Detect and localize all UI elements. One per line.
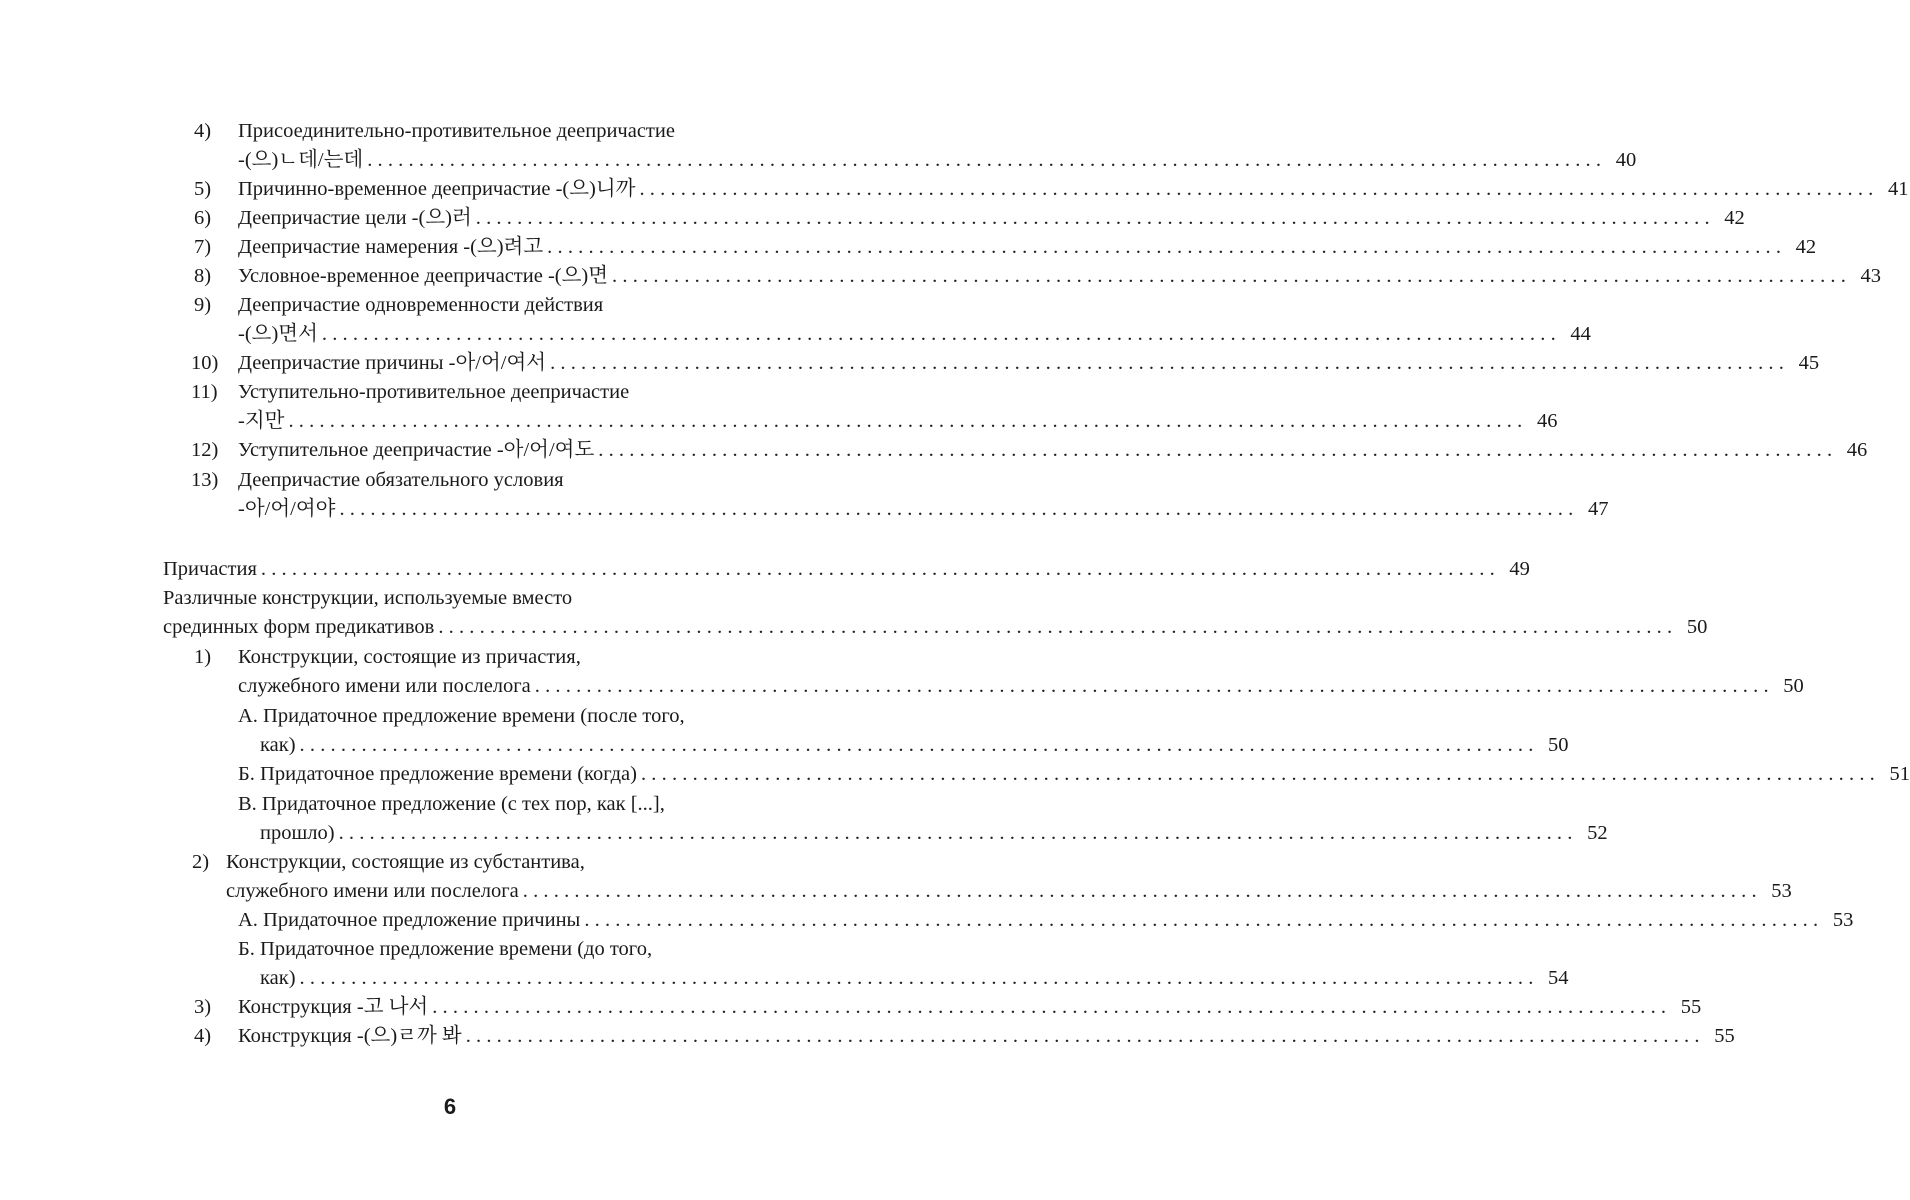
- toc-entry-title: Деепричастие намерения -(으)려고: [238, 236, 544, 258]
- toc-entry[interactable]: [260, 964, 1569, 993]
- toc-entry: [194, 643, 770, 672]
- toc-entry[interactable]: [238, 495, 1609, 524]
- toc-entry[interactable]: [260, 819, 1608, 848]
- toc-entry[interactable]: [238, 672, 1804, 701]
- toc-entry-title: Уступительно-противительное деепричастие: [238, 381, 630, 403]
- toc-entry-page: 53: [1832, 909, 1854, 931]
- dot-leader: ........................................................................................................................: [475, 207, 1715, 229]
- toc-entry-page: 55: [1714, 1025, 1735, 1047]
- toc-entry-title: срединных форм предикативов: [163, 616, 435, 638]
- toc-entry[interactable]: [238, 760, 1910, 789]
- toc-entry-number: 5): [194, 178, 212, 200]
- toc-entry-title: Конструкции, состоящие из причастия,: [238, 646, 581, 668]
- toc-entry-number: 4): [194, 1025, 212, 1047]
- toc-entry-number: 10): [191, 352, 219, 374]
- toc-entry-number: 3): [194, 996, 212, 1018]
- toc-entry-title: Условное-временное деепричастие -(으)면: [238, 265, 609, 287]
- toc-entry-page: 53: [1771, 880, 1792, 902]
- dot-leader: ........................................................................................................................: [547, 236, 1787, 258]
- toc-entry-title: В. Придаточное предложение (с тех пор, как [...],: [238, 793, 665, 815]
- toc-entry: [238, 935, 770, 964]
- toc-entry-title: Деепричастие одновременности действия: [238, 294, 604, 316]
- toc-entry-number: 6): [194, 207, 212, 229]
- toc-entry-page: 49: [1509, 558, 1530, 580]
- toc-entry[interactable]: [194, 1022, 1735, 1051]
- toc-entry-title: служебного имени или послелога: [226, 880, 519, 902]
- toc-entry: [163, 584, 770, 613]
- toc-entry-page: 42: [1724, 207, 1745, 229]
- toc-entry-number: 2): [192, 851, 210, 873]
- toc-entry-number: 9): [194, 294, 212, 316]
- toc-entry[interactable]: [238, 320, 1591, 349]
- toc-entry[interactable]: [238, 906, 1854, 935]
- dot-leader: ........................................................................................................................: [288, 410, 1528, 432]
- toc-entry-page: 52: [1587, 822, 1608, 844]
- dot-leader: ........................................................................................................................: [640, 763, 1880, 785]
- toc-entry[interactable]: [194, 175, 1909, 204]
- toc-entry[interactable]: [238, 407, 1558, 436]
- toc-entry[interactable]: [163, 613, 1708, 642]
- toc-entry-page: 45: [1798, 352, 1820, 374]
- toc-entry[interactable]: [238, 146, 1637, 175]
- dot-leader: ........................................................................................................................: [534, 675, 1774, 697]
- toc-entry-title: -지만: [238, 410, 285, 432]
- toc-entry-page: 43: [1860, 265, 1882, 287]
- dot-leader: ........................................................................................................................: [438, 616, 1678, 638]
- toc-entry-page: 51: [1889, 763, 1910, 785]
- toc-entry-title: Деепричастие причины -아/어/여서: [238, 352, 547, 374]
- toc-entry: [238, 790, 770, 819]
- toc-entry[interactable]: [260, 731, 1569, 760]
- toc-entry-page: 50: [1686, 616, 1708, 638]
- toc-entry-title: А. Придаточное предложение причины: [238, 909, 581, 931]
- toc-entry-title: А. Придаточное предложение времени (после того,: [238, 705, 685, 727]
- dot-leader: ........................................................................................................................: [584, 909, 1824, 931]
- toc-entry-title: Б. Придаточное предложение времени (до того,: [238, 938, 653, 960]
- dot-leader: ........................................................................................................................: [465, 1025, 1705, 1047]
- toc-entry-number: 13): [191, 469, 219, 491]
- dot-leader: ........................................................................................................................: [550, 352, 1790, 374]
- toc-entry-page: 42: [1795, 236, 1817, 258]
- toc-entry-page: 50: [1548, 734, 1569, 756]
- toc-entry-title: прошло): [260, 822, 335, 844]
- toc-entry: [194, 291, 770, 320]
- toc-entry-title: Конструкция -고 나서: [238, 996, 429, 1018]
- toc-entry-number: 8): [194, 265, 212, 287]
- toc-entry-title: -(으)ㄴ데/는데: [238, 149, 364, 171]
- toc-entry-title: Б. Придаточное предложение времени (когда): [238, 763, 637, 785]
- toc-entry-page: 50: [1783, 675, 1804, 697]
- toc-entry[interactable]: [194, 204, 1745, 233]
- toc-entry[interactable]: [194, 262, 1882, 291]
- toc-entry-page: 47: [1587, 498, 1609, 520]
- dot-leader: ........................................................................................................................: [299, 734, 1539, 756]
- dot-leader: ........................................................................................................................: [432, 996, 1672, 1018]
- dot-leader: ........................................................................................................................: [612, 265, 1852, 287]
- toc-entry-number: 11): [191, 381, 218, 403]
- toc-entry-number: 1): [194, 646, 212, 668]
- toc-entry[interactable]: [194, 233, 1817, 262]
- dot-leader: ........................................................................................................................: [598, 439, 1838, 461]
- toc-entry-title: Деепричастие обязательного условия: [238, 469, 564, 491]
- toc-entry-page: 40: [1615, 149, 1637, 171]
- toc-entry-title: Конструкция -(으)ㄹ까 봐: [238, 1025, 462, 1047]
- toc-entry-page: 46: [1846, 439, 1868, 461]
- toc-entry-page: 46: [1536, 410, 1558, 432]
- toc-entry-page: 41: [1887, 178, 1909, 200]
- toc-entry-title: как): [260, 734, 296, 756]
- toc-entry: [191, 378, 770, 407]
- toc-entry: [191, 466, 770, 495]
- toc-entry-title: -(으)면서: [238, 323, 318, 345]
- dot-leader: ........................................................................................................................: [260, 558, 1500, 580]
- dot-leader: ........................................................................................................................: [639, 178, 1879, 200]
- toc-entry-title: Причинно-временное деепричастие -(으)니까: [238, 178, 636, 200]
- toc-entry-number: 4): [194, 120, 212, 142]
- toc-entry-title: Причастия: [163, 558, 257, 580]
- toc-entry[interactable]: [226, 877, 1792, 906]
- toc-entry-title: Присоединительно-противительное деепричастие: [238, 120, 675, 142]
- toc-entry: [192, 848, 770, 877]
- toc-entry-title: Различные конструкции, используемые вместо: [163, 587, 573, 609]
- toc-entry-number: 12): [191, 439, 219, 461]
- dot-leader: ........................................................................................................................: [522, 880, 1762, 902]
- dot-leader: ........................................................................................................................: [321, 323, 1561, 345]
- toc-entry-title: Конструкции, состоящие из субстантива,: [226, 851, 585, 873]
- toc-entry[interactable]: [191, 436, 1868, 465]
- page-number: 6: [443, 1094, 457, 1119]
- toc-entry-title: Уступительное деепричастие -아/어/여도: [238, 439, 595, 461]
- toc-entry-title: служебного имени или послелога: [238, 675, 531, 697]
- toc-entry-number: 7): [194, 236, 212, 258]
- toc-entry-page: 54: [1548, 967, 1569, 989]
- toc-entry-page: 44: [1570, 323, 1591, 345]
- toc-entry: [238, 702, 770, 731]
- toc-entry-title: как): [260, 967, 296, 989]
- dot-leader: ........................................................................................................................: [338, 822, 1578, 844]
- toc-entry[interactable]: [194, 993, 1702, 1022]
- toc-entry[interactable]: [163, 555, 1530, 584]
- toc-entry[interactable]: [191, 349, 1820, 378]
- toc-entry: [194, 117, 770, 146]
- toc-entry-title: -아/어/여야: [238, 498, 336, 520]
- dot-leader: ........................................................................................................................: [367, 149, 1607, 171]
- toc-entry-title: Деепричастие цели -(으)러: [238, 207, 472, 229]
- dot-leader: ........................................................................................................................: [299, 967, 1539, 989]
- dot-leader: ........................................................................................................................: [339, 498, 1579, 520]
- toc-entry-page: 55: [1680, 996, 1702, 1018]
